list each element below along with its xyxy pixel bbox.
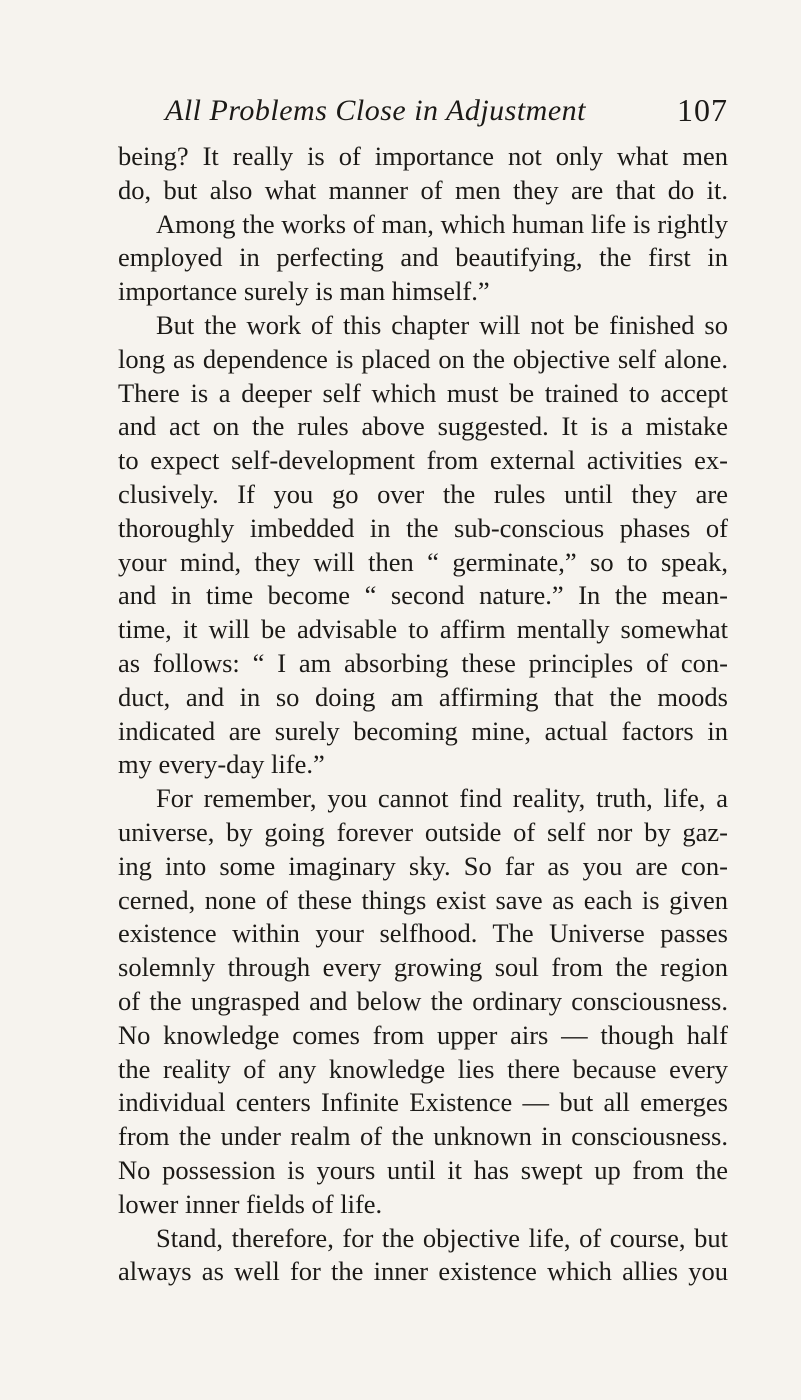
text-line: my every-day life.” <box>118 749 325 780</box>
text-line: ing into some imaginary sky. So far as you are con- <box>118 850 728 881</box>
text-line: individual centers Infinite Existence — but all emerges <box>118 1087 728 1118</box>
text-line: indicated are surely becoming mine, actual factors in <box>118 715 728 746</box>
body-text <box>118 140 728 1289</box>
text-line: For remember, you cannot find reality, truth, life, a <box>156 783 728 814</box>
text-line: Stand, therefore, for the objective life, of course, but <box>156 1222 728 1253</box>
text-line: No knowledge comes from upper airs — though half <box>118 1019 728 1050</box>
text-line: do, but also what manner of men they are that do it. <box>118 174 728 205</box>
text-line: Among the works of man, which human life is rightly <box>156 208 728 239</box>
text-line: existence within your selfhood. The Universe passes <box>118 918 728 949</box>
text-line: of the ungrasped and below the ordinary consciousness. <box>118 985 728 1016</box>
text-line: to expect self-development from external activities ex- <box>118 445 728 476</box>
text-line: always as well for the inner existence which allies you <box>118 1256 728 1287</box>
text-line: being? It really is of importance not only what men <box>118 141 728 171</box>
text-line: There is a deeper self which must be trained to accept <box>118 377 728 408</box>
text-line: lower inner fields of life. <box>118 1188 383 1219</box>
text-line: from the under realm of the unknown in consciousness. <box>118 1121 728 1152</box>
text-line: long as dependence is placed on the objective self alone. <box>118 343 728 374</box>
text-line: time, it will be advisable to affirm mentally somewhat <box>118 614 728 645</box>
running-title: All Problems Close in Adjustment <box>165 94 586 127</box>
text-line: No possession is yours until it has swept up from the <box>118 1154 728 1185</box>
text-line: and in time become “ second nature.” In the mean- <box>118 580 728 611</box>
text-line: universe, by going forever outside of self nor by gaz- <box>118 816 728 847</box>
text-line: employed in perfecting and beautifying, the first in <box>118 242 728 273</box>
text-line: duct, and in so doing am affirming that the moods <box>118 681 728 712</box>
text-line: your mind, they will then “ germinate,” so to speak, <box>118 546 728 577</box>
text-line: thoroughly imbedded in the sub-conscious phases of <box>118 512 728 543</box>
text-line: cerned, none of these things exist save as each is given <box>118 884 728 915</box>
text-line: clusively. If you go over the rules until they are <box>118 478 728 509</box>
text-line: the reality of any knowledge lies there because every <box>118 1053 728 1084</box>
text-line: importance surely is man himself.” <box>118 276 490 307</box>
text-line: solemnly through every growing soul from the region <box>118 952 728 983</box>
text-line: and act on the rules above suggested. It is a mistake <box>118 411 728 442</box>
text-line: as follows: “ I am absorbing these principles of con- <box>118 647 728 678</box>
text-line: But the work of this chapter will not be finished so <box>156 309 728 340</box>
running-head <box>118 88 728 132</box>
page-number: 107 <box>677 92 728 128</box>
